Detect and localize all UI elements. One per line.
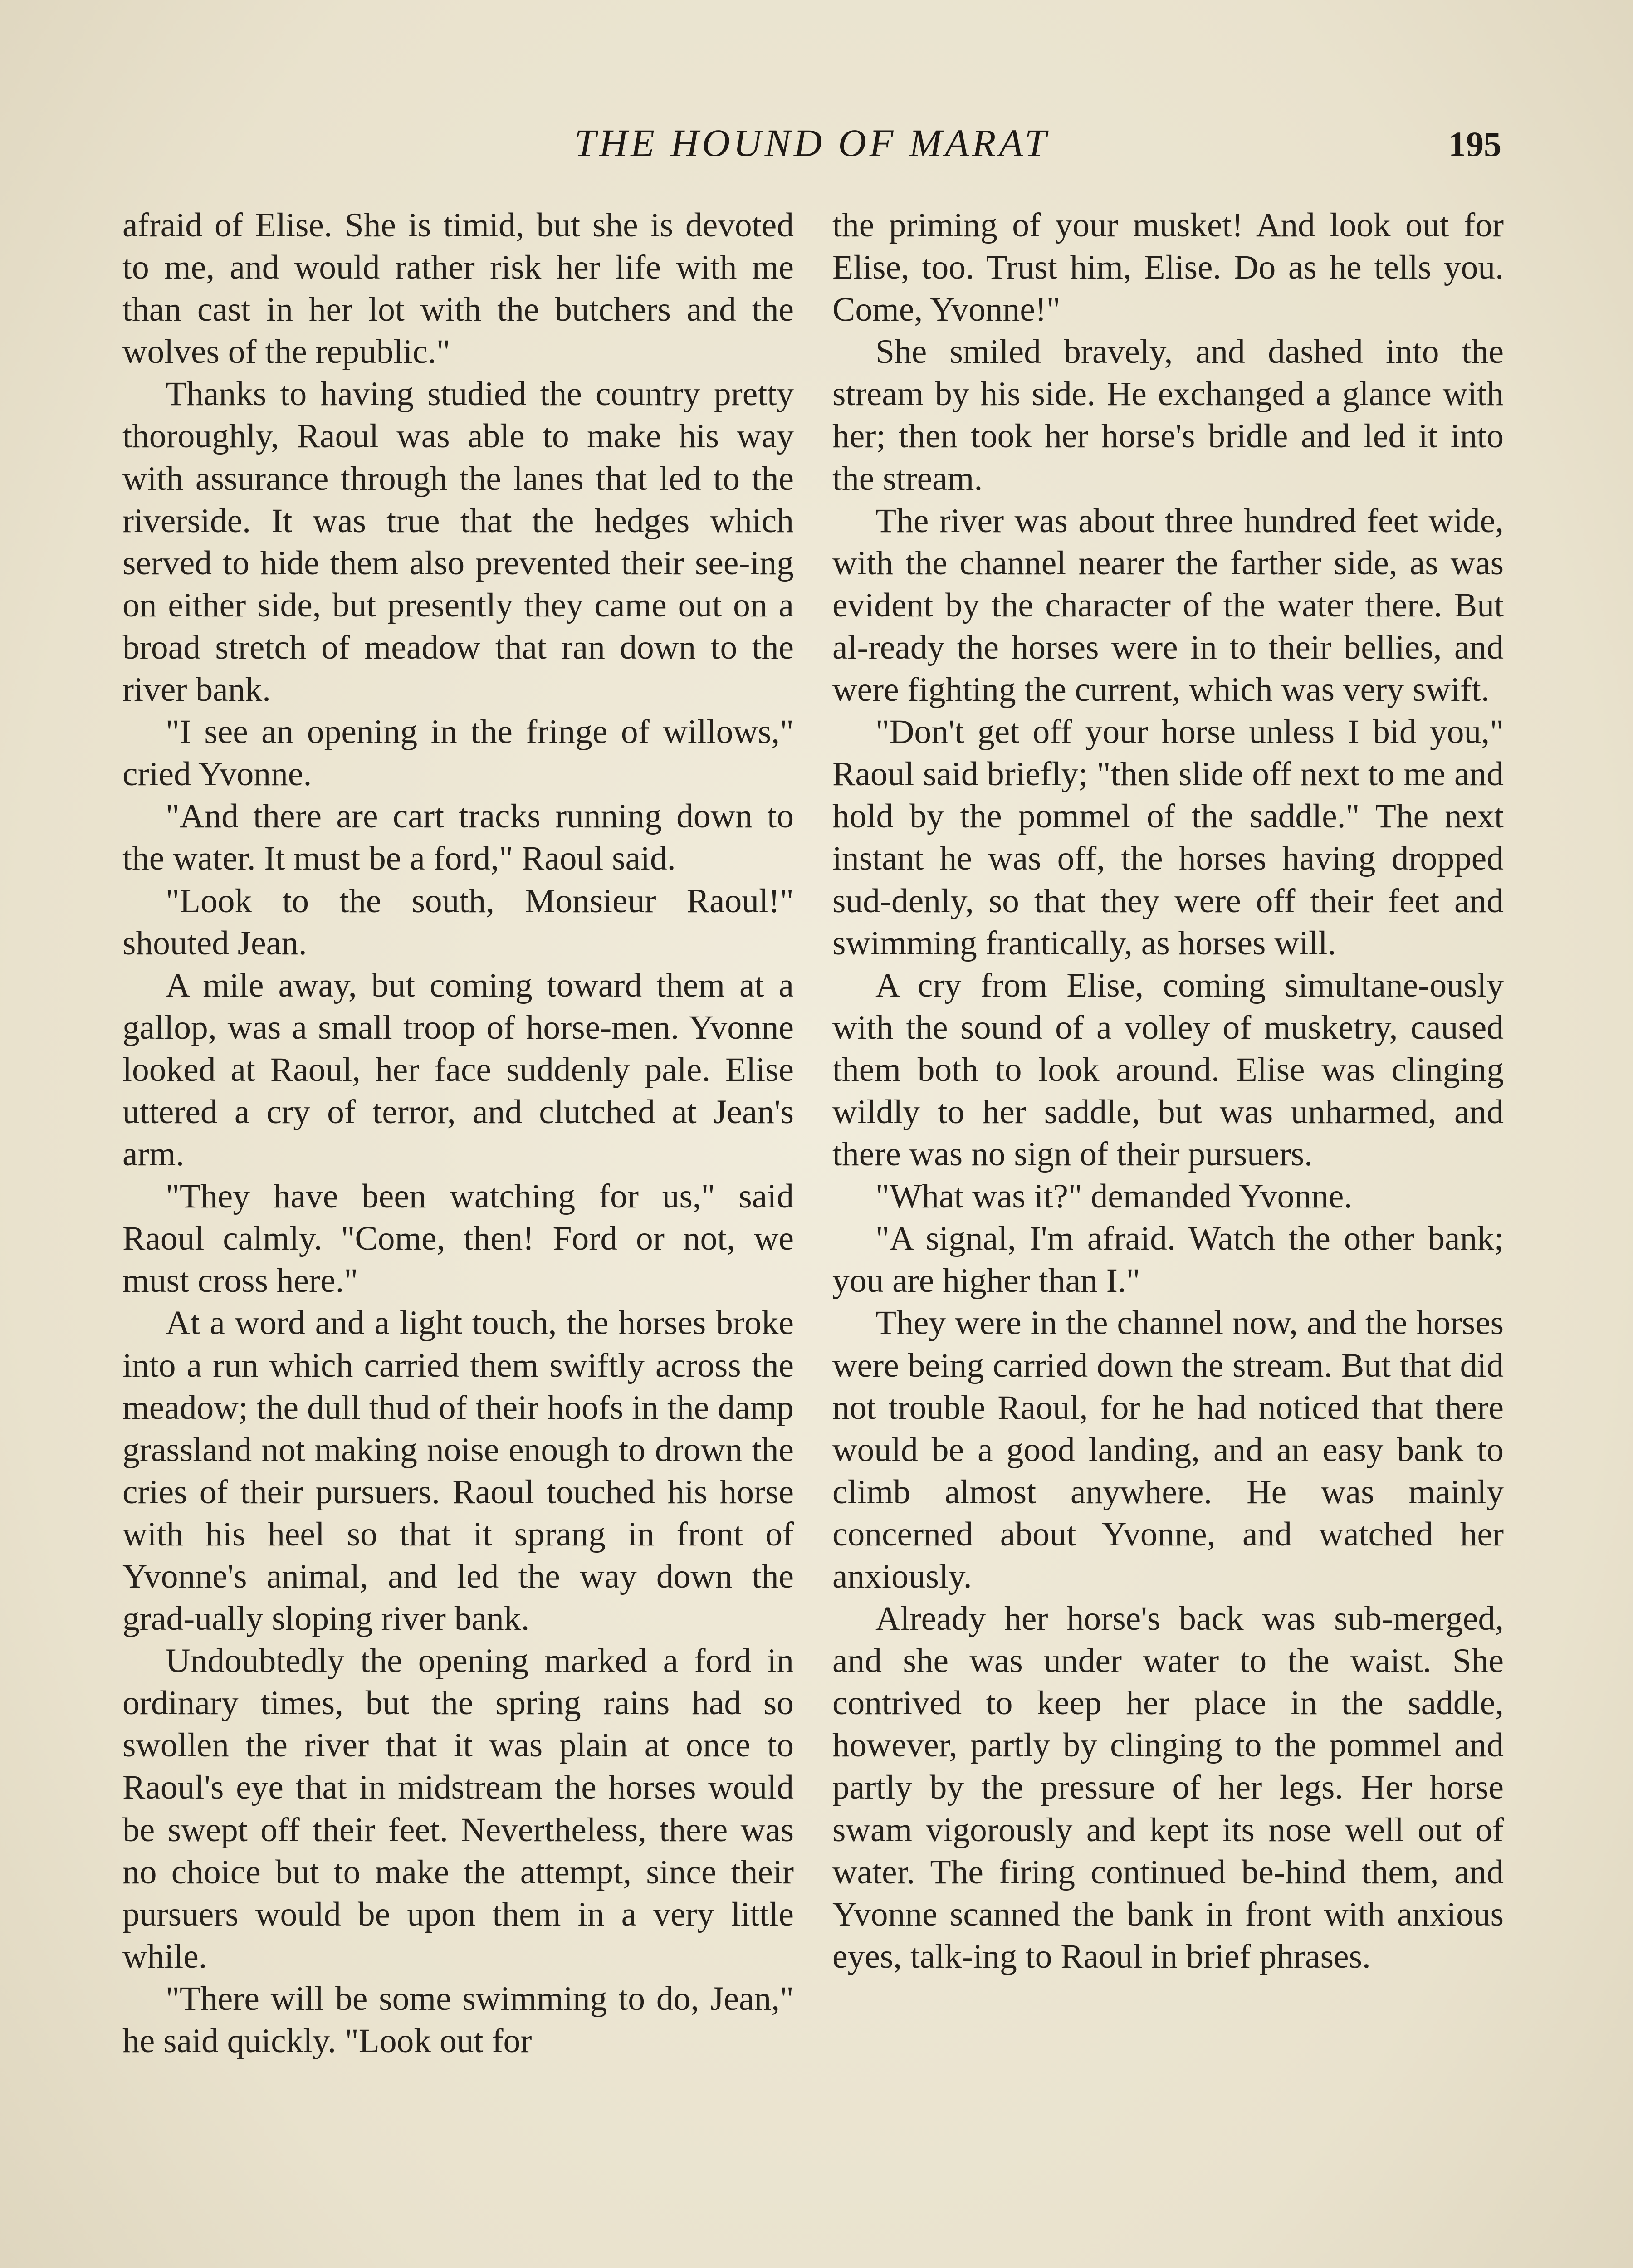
- paragraph: The river was about three hundred feet wide, with the channel nearer the farther side, as was evident by the character of the water there. But al-ready the horses were in to their bellies, and were fighting the current, which was very swift.: [832, 502, 1504, 709]
- paragraph: A cry from Elise, coming simultane-ously with the sound of a volley of musketry, caused them both to look around. Elise was clinging wildly to her saddle, but was unharmed, and there was no sign of their pursuers.: [832, 966, 1504, 1173]
- paragraph: A mile away, but coming toward them at a gallop, was a small troop of horse-men. Yvonne looked at Raoul, her face suddenly pale. Elise uttered a cry of terror, and clutched at Jean's arm.: [122, 966, 794, 1173]
- right-text-column: [832, 204, 1504, 1978]
- paragraph: afraid of Elise. She is timid, but she is devoted to me, and would rather risk her life with me than cast in her lot with the butchers and the wolves of the republic.": [122, 206, 794, 371]
- paragraph: "What was it?" demanded Yvonne.: [875, 1178, 1353, 1216]
- paragraph: "A signal, I'm afraid. Watch the other bank; you are higher than I.": [832, 1220, 1504, 1300]
- paragraph: At a word and a light touch, the horses broke into a run which carried them swiftly across the meadow; the dull thud of their hoofs in the damp grassland not making noise enough to drown the cries of their pursuers. Raoul touched his horse with his heel so that it sprang in front of Yvonne's animal, and led the way down the grad-ually sloping river bank.: [122, 1304, 794, 1638]
- running-title: THE HOUND OF MARAT: [574, 121, 1050, 165]
- paragraph: Already her horse's back was sub-merged, and she was under water to the waist. She contrived to keep her place in the saddle, however, partly by clinging to the pommel and partly by the pressure of her legs. Her horse swam vigorously and kept its nose well out of water. The firing continued be-hind them, and Yvonne scanned the bank in front with anxious eyes, talk-ing to Raoul in brief phrases.: [832, 1600, 1504, 1975]
- paragraph: "Look to the south, Monsieur Raoul!" shouted Jean.: [122, 882, 794, 962]
- paragraph: "I see an opening in the fringe of willows," cried Yvonne.: [122, 713, 794, 793]
- paragraph: They were in the channel now, and the horses were being carried down the stream. But that did not trouble Raoul, for he had noticed that there would be a good landing, and an easy bank to climb almost anywhere. He was mainly concerned about Yvonne, and watched her anxiously.: [832, 1304, 1504, 1595]
- page-number: 195: [1448, 124, 1501, 164]
- paragraph: the priming of your musket! And look out for Elise, too. Trust him, Elise. Do as he tells you. Come, Yvonne!": [832, 206, 1504, 329]
- paragraph: "They have been watching for us," said Raoul calmly. "Come, then! Ford or not, we must cross here.": [122, 1178, 794, 1300]
- paragraph: Thanks to having studied the country pretty thoroughly, Raoul was able to make his way with assurance through the lanes that led to the riverside. It was true that the hedges which served to hide them also prevented their see-ing on either side, but presently they came out on a broad stretch of meadow that ran down to the river bank.: [122, 375, 794, 709]
- paragraph: "And there are cart tracks running down to the water. It must be a ford," Raoul said.: [122, 797, 794, 878]
- left-text-column: [122, 204, 794, 2062]
- paragraph: "There will be some swimming to do, Jean," he said quickly. "Look out for: [122, 1980, 794, 2060]
- page-header: [118, 111, 1506, 179]
- paragraph: "Don't get off your horse unless I bid you," Raoul said briefly; "then slide off next to me and hold by the pommel of the saddle." The next instant he was off, the horses having dropped sud-denly, so that they were off their feet and swimming frantically, as horses will.: [832, 713, 1504, 962]
- paragraph: She smiled bravely, and dashed into the stream by his side. He exchanged a glance with her; then took her horse's bridle and led it into the stream.: [832, 333, 1504, 498]
- paragraph: Undoubtedly the opening marked a ford in ordinary times, but the spring rains had so swollen the river that it was plain at once to Raoul's eye that in midstream the horses would be swept off their feet. Nevertheless, there was no choice but to make the attempt, since their pursuers would be upon them in a very little while.: [122, 1642, 794, 1975]
